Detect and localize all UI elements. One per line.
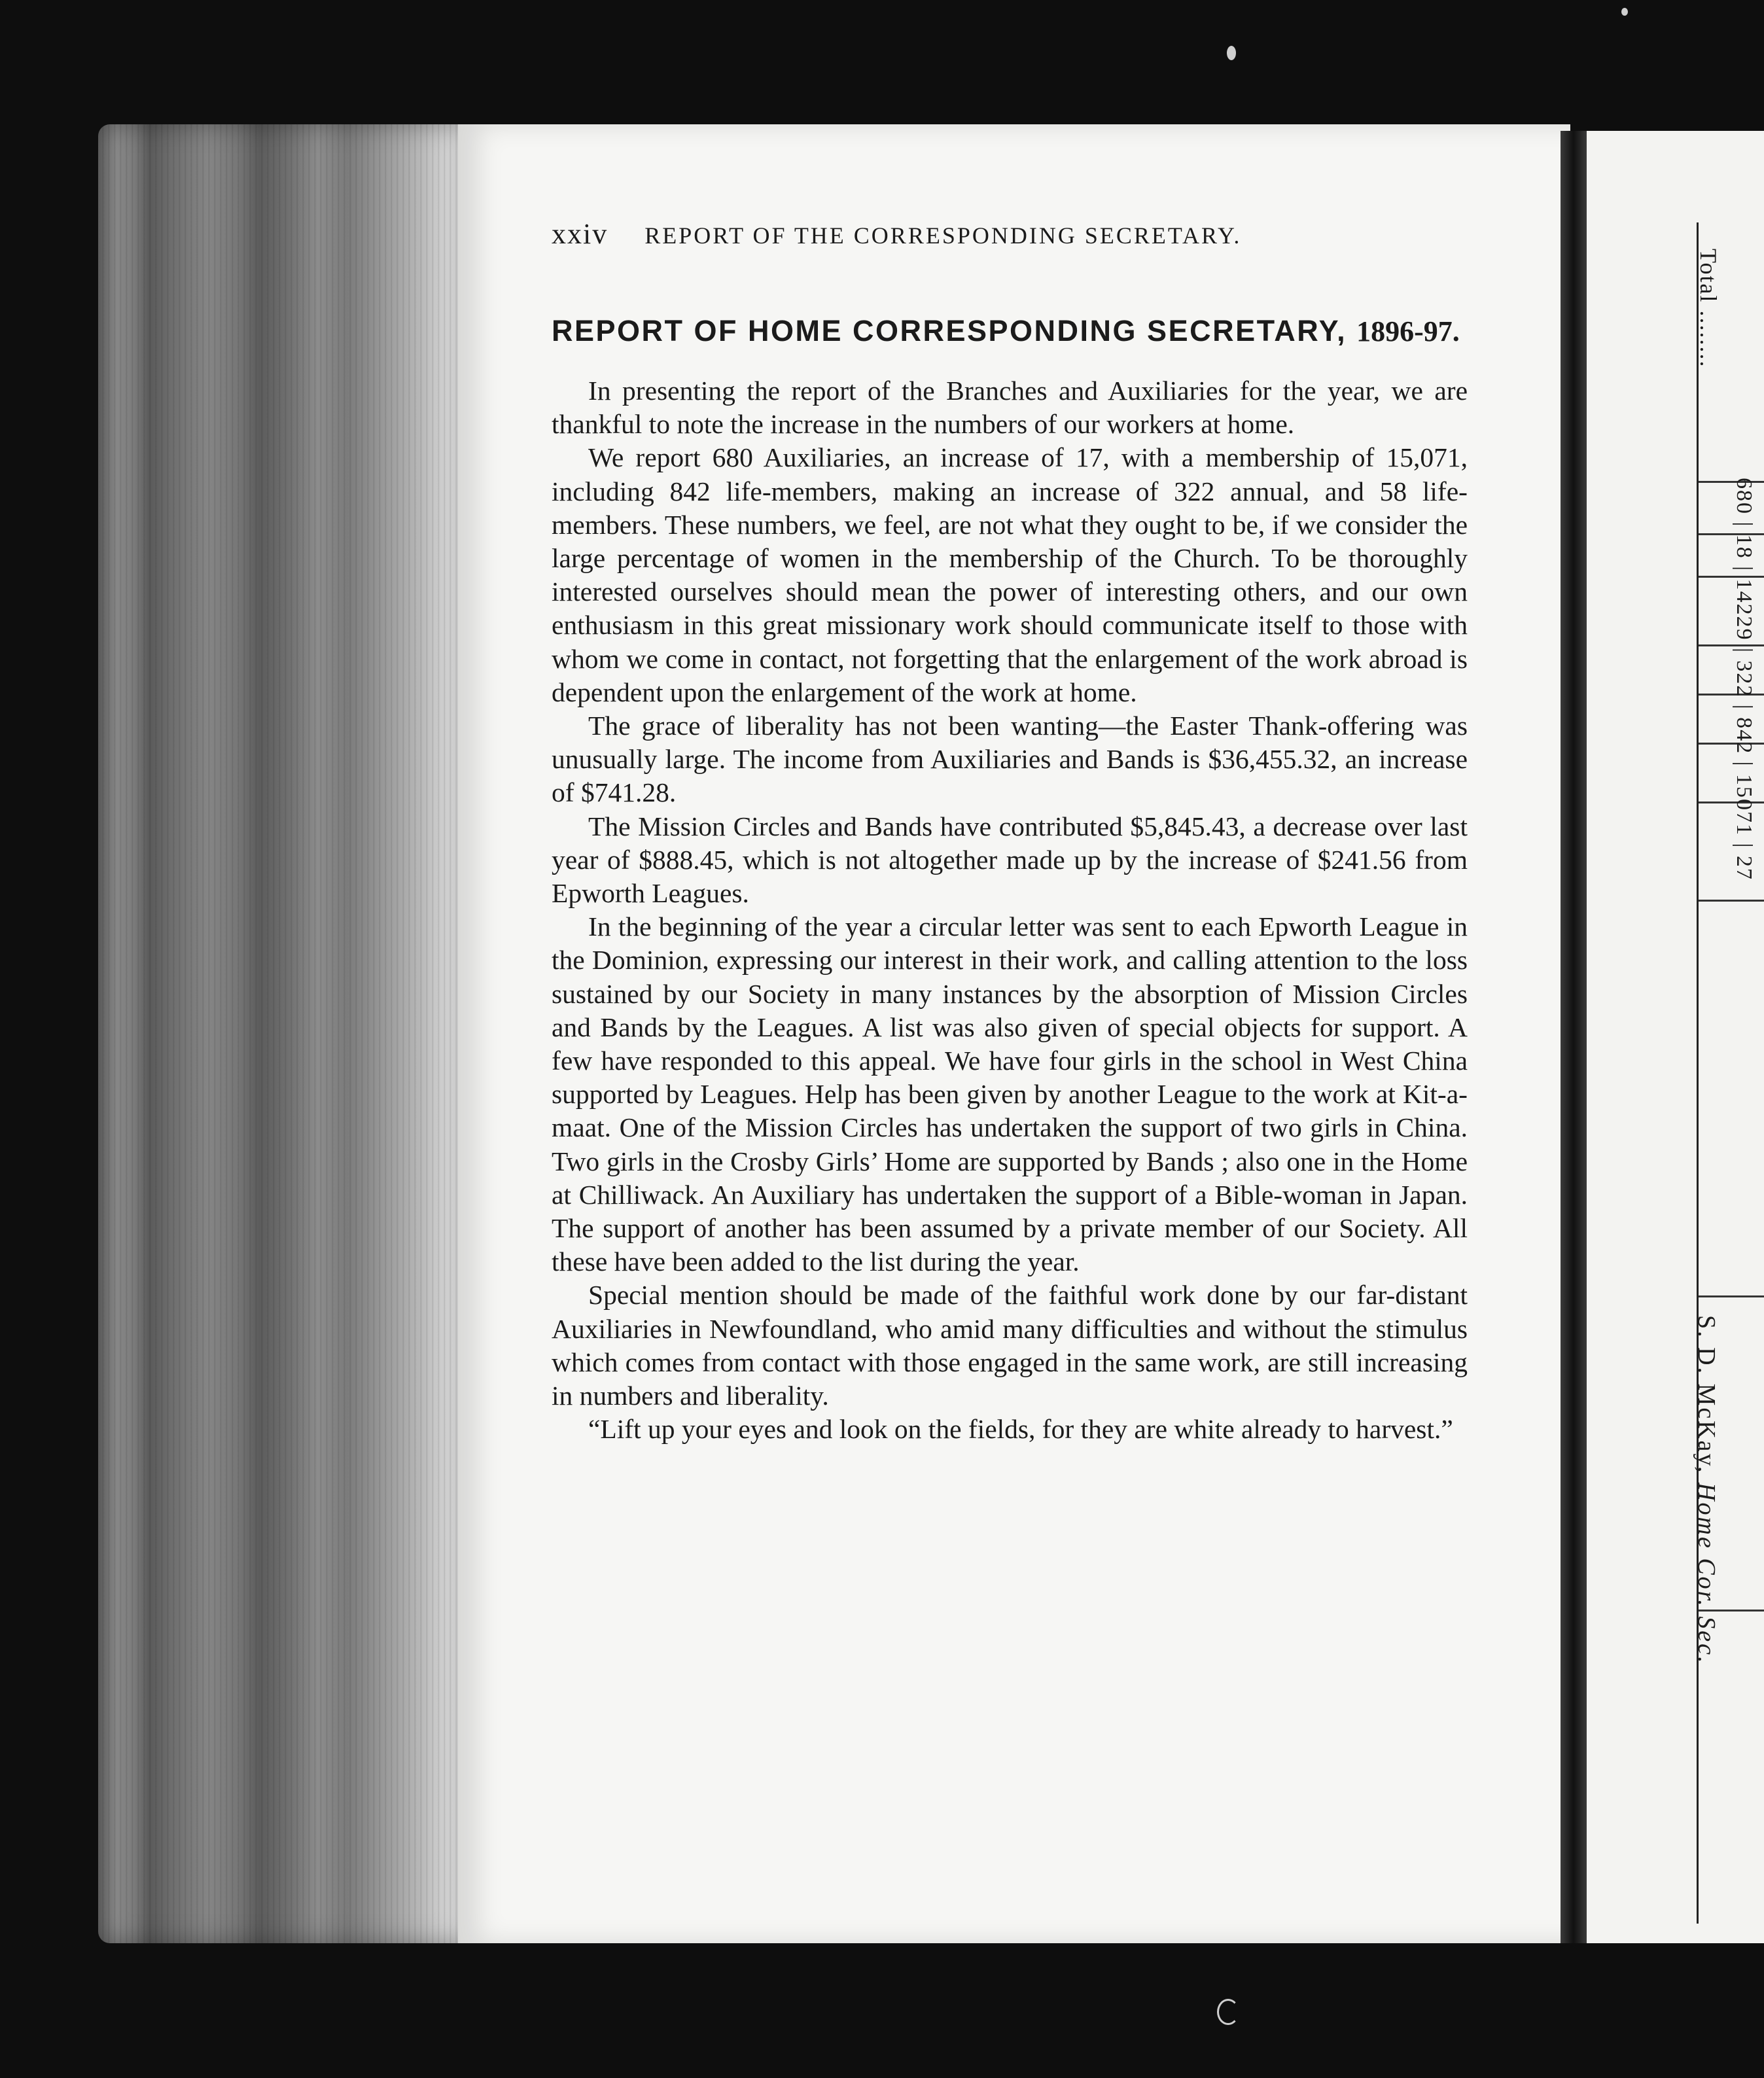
- signature-title: Home Cor. Sec.: [1693, 1483, 1720, 1665]
- scan-speck: [1217, 1999, 1239, 2025]
- paragraph-6: Special mention should be made of the faithful work done by our far-distant Auxiliaries in Newfoundland, who amid many difficulties and without the stimulus which comes from contact with those engaged in the same work, are still increasing in numbers and liberality.: [552, 1280, 1468, 1411]
- facing-total-figures: 680 | 18 | 14229 | 322 | 842 | 15071 | 27: [1732, 478, 1756, 881]
- section-title-years: 1896-97.: [1356, 315, 1460, 347]
- book-gutter: [1561, 131, 1587, 1943]
- signature: [1692, 1315, 1721, 1664]
- fore-edge-texture: [98, 124, 465, 1943]
- paragraph-5: In the beginning of the year a circular letter was sent to each Epworth League in the Dominion, expressing our interest in their work, and calling attention to the loss sustained by our Society in many instances by the absorption of Mission Circles and Bands by the Leagues. A list was also given of special objects for support. A few have responded to this appeal. We have four girls in the school in West China supported by Leagues. Help has been given by another League to the work at Kit-a-maat. One of the Mission Circles has undertaken the support of two girls in China. Two girls in the Crosby Girls’ Home are supported by Bands ; also one in the Home at Chilliwack. An Auxiliary has undertaken the support of a Bible-woman in Japan. The support of another has been assumed by a private member of our Society. All these have been added to the list during the year.: [552, 911, 1468, 1277]
- facing-table-rule: [1697, 222, 1699, 1924]
- scan-speck: [1621, 8, 1628, 16]
- paragraph-1: In presenting the report of the Branches and Auxiliaries for the year, we are thankful to note the increase in the numbers of our workers at home.: [552, 376, 1468, 440]
- section-title: [552, 314, 1460, 348]
- paragraph-2: We report 680 Auxiliaries, an increase of 17, with a membership of 15,071, including 842 life-members, making an increase of 322 annual, and 58 life-members. These numbers, we feel, are not what they ought to be, if we consider the large percentage of women in the membership of the Church. To be thoroughly interested ourselves should mean the power of interesting others, and our own enthusiasm in this great missionary work should communicate itself to those with whom we come in contact, not forgetting that the enlargement of the work abroad is dependent upon the enlargement of the work at home.: [552, 442, 1468, 707]
- report-body: [552, 374, 1468, 1447]
- running-head: [552, 217, 1356, 251]
- page-number: xxiv: [552, 218, 609, 250]
- facing-page: [1587, 131, 1764, 1943]
- scan-speck: [1227, 46, 1236, 60]
- paragraph-4: The Mission Circles and Bands have contributed $5,845.43, a decrease over last year of $888.45, which is not altogether made up by the increase of $241.56 from Epworth Leagues.: [552, 811, 1468, 909]
- section-title-text: REPORT OF HOME CORRESPONDING SECRETARY,: [552, 314, 1347, 347]
- facing-total-label: Total ........: [1695, 249, 1721, 368]
- paragraph-3: The grace of liberality has not been wanting—the Easter Thank-offering was unusually large. The income from Auxiliaries and Bands is $36,455.32, an increase of $741.28.: [552, 711, 1468, 808]
- paragraph-7: “Lift up your eyes and look on the fields, for they are white already to harvest.”: [588, 1414, 1453, 1445]
- table-tick: [1699, 900, 1764, 902]
- running-head-title: REPORT OF THE CORRESPONDING SECRETARY.: [644, 222, 1242, 249]
- table-tick: [1699, 1295, 1764, 1297]
- signature-name: S. D. McKay,: [1693, 1315, 1720, 1475]
